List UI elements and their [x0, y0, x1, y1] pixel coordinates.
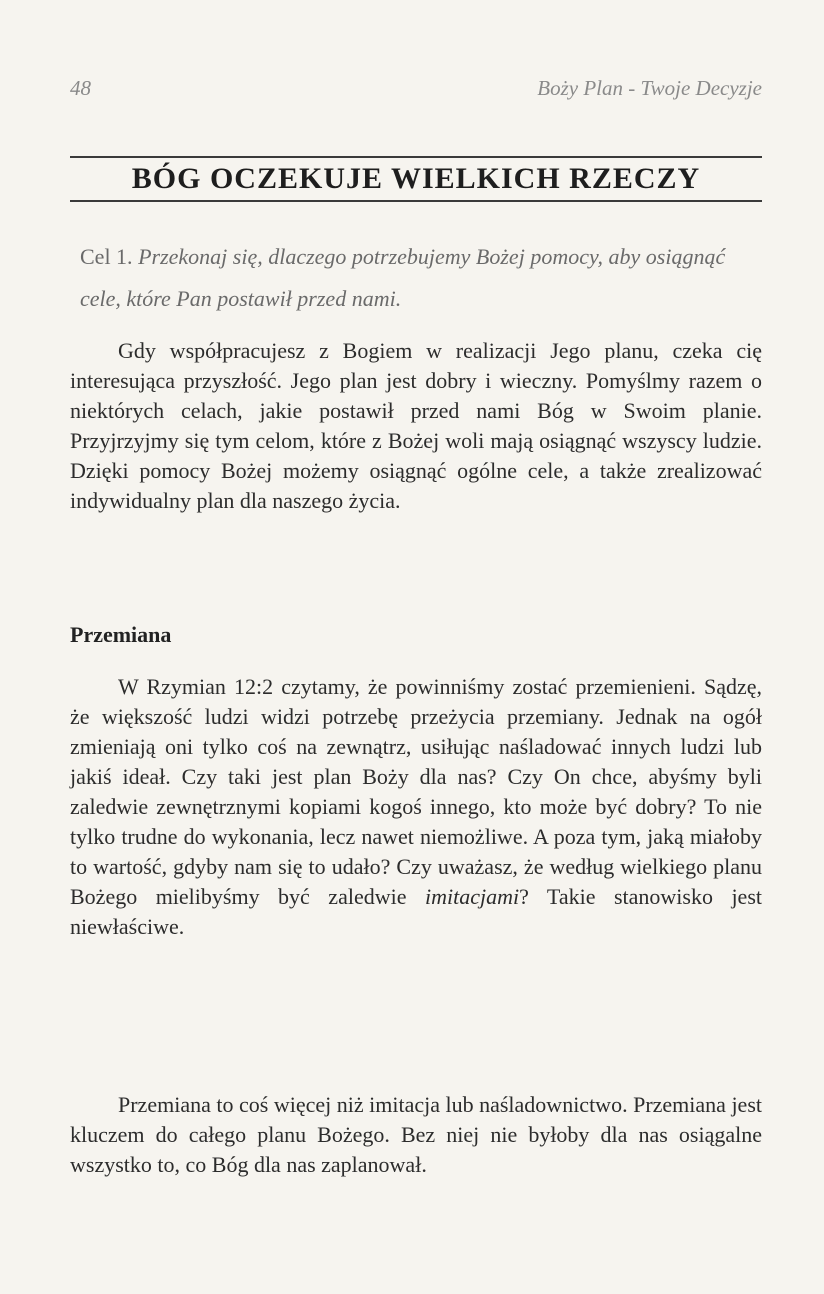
- chapter-title: BÓG OCZEKUJE WIELKICH RZECZY: [131, 162, 701, 195]
- title-rule-top: [70, 156, 762, 158]
- goal-statement: [80, 236, 762, 320]
- section-heading: Przemiana: [70, 622, 172, 647]
- paragraph-intro: Gdy współpracujesz z Bogiem w realizacji Jego planu, czeka cię interesująca przyszłość. Jego plan jest dobry i wieczny. Pomyślmy razem o niektórych celach, jakie postawił przed nami Bóg w Swoim planie. Przyjrzyjmy się tym celom, które z Bożej woli mają osiągnąć wszyscy ludzie. Dzięki pomocy Bożej możemy osiągnąć ogólne cele, a także zrealizować indywidualny plan dla naszego życia.: [70, 338, 762, 513]
- goal-label: Cel 1.: [80, 244, 133, 269]
- running-header: [70, 76, 762, 110]
- emphasized-word: imitacjami: [424, 884, 520, 909]
- paragraph-przemiana-text: W Rzymian 12:2 czytamy, że powinniśmy zostać przemienieni. Sądzę, że większość ludzi widzi potrzebę przeżycia przemiany. Jednak na ogół zmieniają oni tylko coś na zewnątrz, usiłując naśladować innych ludzi lub jakiś ideał. Czy taki jest plan Boży dla nas? Czy On chce, abyśmy byli zaledwie zewnętrznymi kopiami kogoś innego, kto może być dobry? To nie tylko trudne do wykonania, lecz nawet niemożliwe. A poza tym, jaką miałoby to wartość, gdyby nam się to udało? Czy uważasz, że według wielkiego planu Bożego mielibyśmy być zaledwie: [70, 674, 762, 909]
- paragraph-conclusion: Przemiana to coś więcej niż imitacja lub naśladownictwo. Przemiana jest kluczem do całego planu Bożego. Bez niej nie byłoby dla nas osiągalne wszystko to, co Bóg dla nas zaplanował.: [70, 1092, 762, 1177]
- running-title: Boży Plan - Twoje Decyzje: [537, 76, 762, 100]
- paragraph-przemiana: [70, 672, 762, 942]
- paragraph-przemiana-end: ? Takie stanowisko jest niewłaściwe.: [70, 884, 762, 939]
- goal-text: Przekonaj się, dlaczego potrzebujemy Bożej pomocy, aby osiągnąć cele, które Pan postawił przed nami.: [80, 244, 726, 311]
- title-rule-bottom: [70, 200, 762, 202]
- page-number: 48: [70, 76, 91, 100]
